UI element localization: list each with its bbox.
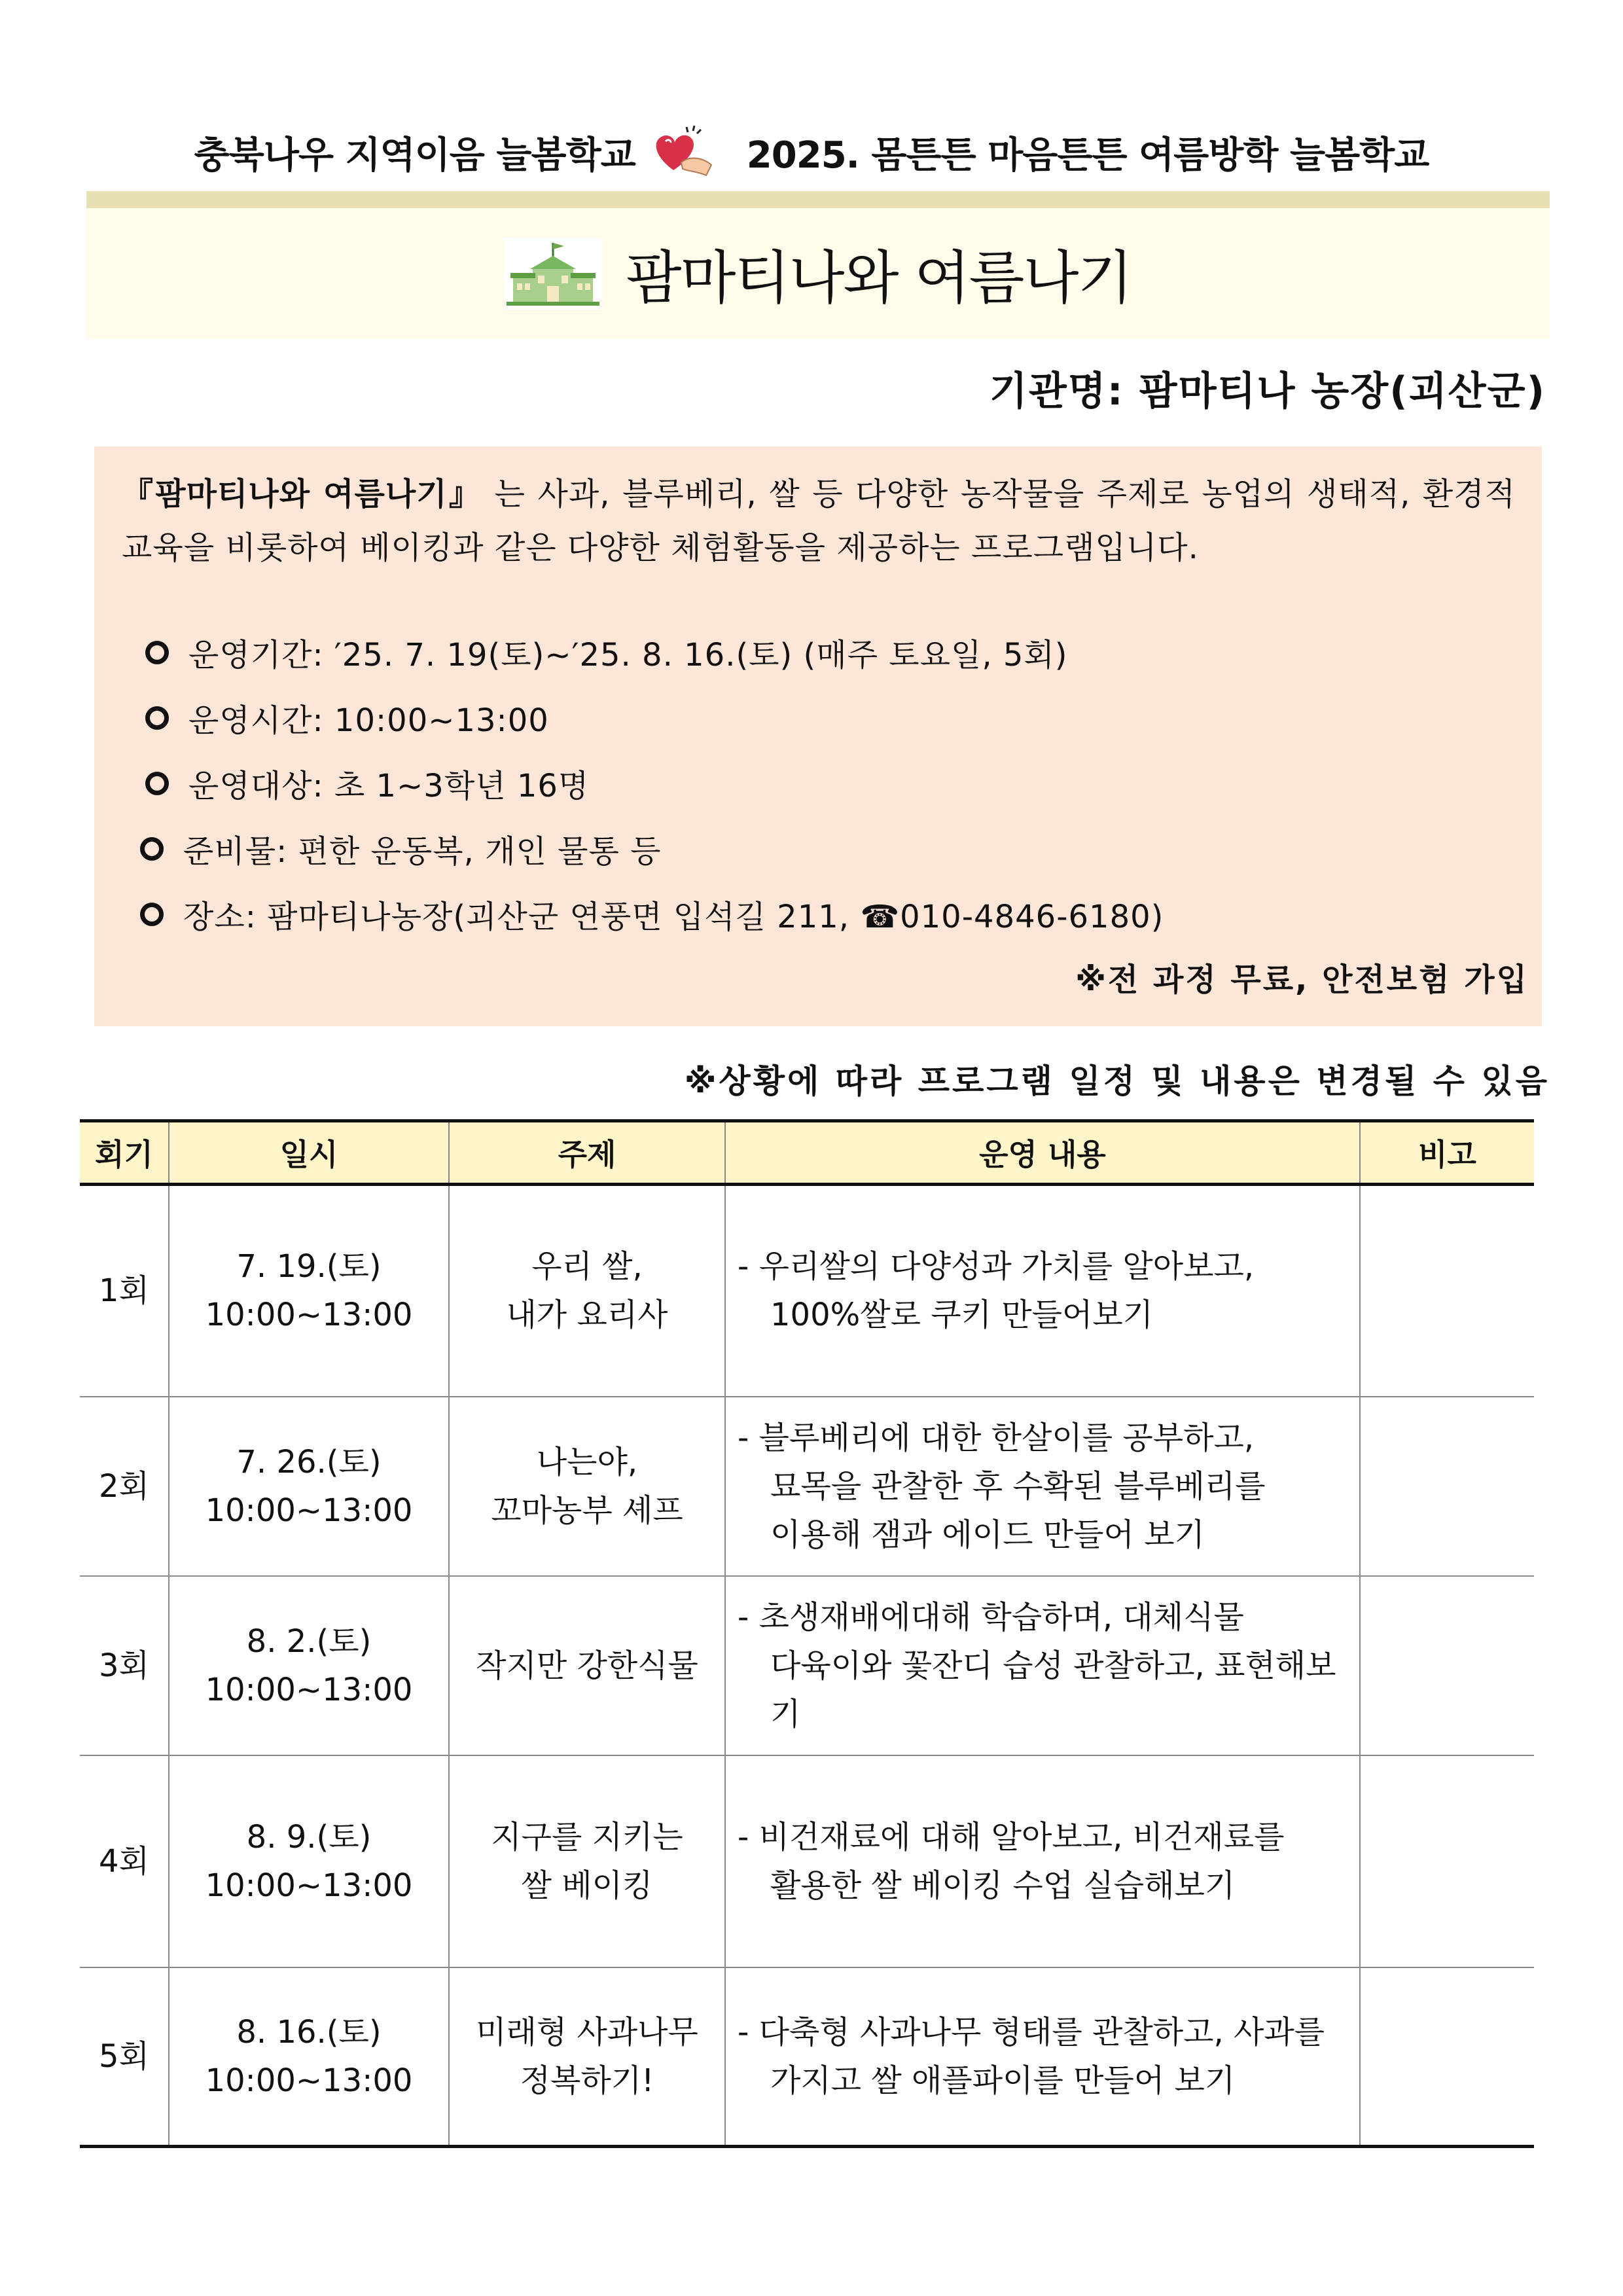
topic-cell: 우리 쌀, 내가 요리사 <box>449 1185 725 1397</box>
note-cell <box>1360 1185 1534 1397</box>
intro-paragraph <box>122 467 1516 575</box>
table-row <box>80 1967 1534 2147</box>
circle-bullet-icon <box>145 641 169 664</box>
table-header-row <box>80 1121 1534 1185</box>
session-cell: 1회 <box>80 1185 169 1397</box>
header-content: 운영 내용 <box>725 1121 1360 1185</box>
date-cell: 7. 26.(토) 10:00~13:00 <box>169 1397 449 1576</box>
topic-cell: 나는야, 꼬마농부 셰프 <box>449 1397 725 1576</box>
header-date: 일시 <box>169 1121 449 1185</box>
intro-text: 는 사과, 블루베리, 쌀 등 다양한 농작물을 주제로 농업의 생태적, 환경적 교육을 비롯하여 베이킹과 같은 다양한 체험활동을 제공하는 프로그램입니다. <box>122 476 1516 566</box>
session-cell: 4회 <box>80 1755 169 1967</box>
title-accent-bar <box>86 191 1550 208</box>
date-cell: 8. 2.(토) 10:00~13:00 <box>169 1576 449 1755</box>
circle-bullet-icon <box>145 772 169 795</box>
info-target: 운영대상: 초 1~3학년 16명 <box>145 761 589 806</box>
schedule-table <box>80 1119 1534 2148</box>
info-supplies: 준비물: 편한 운동복, 개인 물통 등 <box>140 826 662 871</box>
content-cell: - 비건재료에 대해 알아보고, 비건재료를 활용한 쌀 베이킹 수업 실습해보기 <box>725 1755 1360 1967</box>
session-cell: 5회 <box>80 1967 169 2147</box>
organization-name: 기관명: 팜마티나 농장(괴산군) <box>989 368 1546 414</box>
date-cell: 8. 9.(토) 10:00~13:00 <box>169 1755 449 1967</box>
info-location: 장소: 팜마티나농장(괴산군 연풍면 입석길 211, ☎010-4846-6180) <box>140 891 1164 937</box>
note-cell <box>1360 1755 1534 1967</box>
page-header <box>0 123 1623 182</box>
date-cell: 7. 19.(토) 10:00~13:00 <box>169 1185 449 1397</box>
table-row <box>80 1576 1534 1755</box>
header-note: 비고 <box>1360 1121 1534 1185</box>
topic-cell: 지구를 지키는 쌀 베이킹 <box>449 1755 725 1967</box>
page-title: 팜마티나와 여름나기 <box>626 244 1132 312</box>
table-row <box>80 1397 1534 1576</box>
table-row <box>80 1185 1534 1397</box>
session-cell: 3회 <box>80 1576 169 1755</box>
content-cell: - 우리쌀의 다양성과 가치를 알아보고, 100%쌀로 쿠키 만들어보기 <box>725 1185 1360 1397</box>
content-cell: - 다축형 사과나무 형태를 관찰하고, 사과를 가지고 쌀 애플파이를 만들어 보기 <box>725 1967 1360 2147</box>
school-icon <box>504 238 602 310</box>
title-box <box>86 208 1550 339</box>
info-box <box>94 446 1542 1026</box>
info-period: 운영기간: ′25. 7. 19(토)~′25. 8. 16.(토) (매주 토요일, 5회) <box>145 630 1068 675</box>
note-cell <box>1360 1397 1534 1576</box>
header-session: 회기 <box>80 1121 169 1185</box>
header-right: 2025. 몸튼튼 마음튼튼 여름방학 늘봄학교 <box>746 134 1429 177</box>
circle-bullet-icon <box>145 706 169 730</box>
free-note: ※전 과정 무료, 안전보험 가입 <box>1075 961 1529 998</box>
heart-hand-icon <box>649 123 721 182</box>
header-left: 충북나우 지역이음 늘봄학교 <box>194 134 635 177</box>
change-note: ※상황에 따라 프로그램 일정 및 내용은 변경될 수 있음 <box>684 1062 1550 1100</box>
program-name: 『팜마티나와 여름나기』 <box>122 476 483 512</box>
topic-cell: 미래형 사과나무 정복하기! <box>449 1967 725 2147</box>
circle-bullet-icon <box>140 903 164 926</box>
note-cell <box>1360 1576 1534 1755</box>
header-topic: 주제 <box>449 1121 725 1185</box>
date-cell: 8. 16.(토) 10:00~13:00 <box>169 1967 449 2147</box>
session-cell: 2회 <box>80 1397 169 1576</box>
topic-cell: 작지만 강한식물 <box>449 1576 725 1755</box>
content-cell: - 초생재배에대해 학습하며, 대체식물 다육이와 꽃잔디 습성 관찰하고, 표현해보기 <box>725 1576 1360 1755</box>
circle-bullet-icon <box>140 837 164 861</box>
table-row <box>80 1755 1534 1967</box>
content-cell: - 블루베리에 대한 한살이를 공부하고, 묘목을 관찰한 후 수확된 블루베리를 이용해 잼과 에이드 만들어 보기 <box>725 1397 1360 1576</box>
info-time: 운영시간: 10:00~13:00 <box>145 695 549 740</box>
note-cell <box>1360 1967 1534 2147</box>
